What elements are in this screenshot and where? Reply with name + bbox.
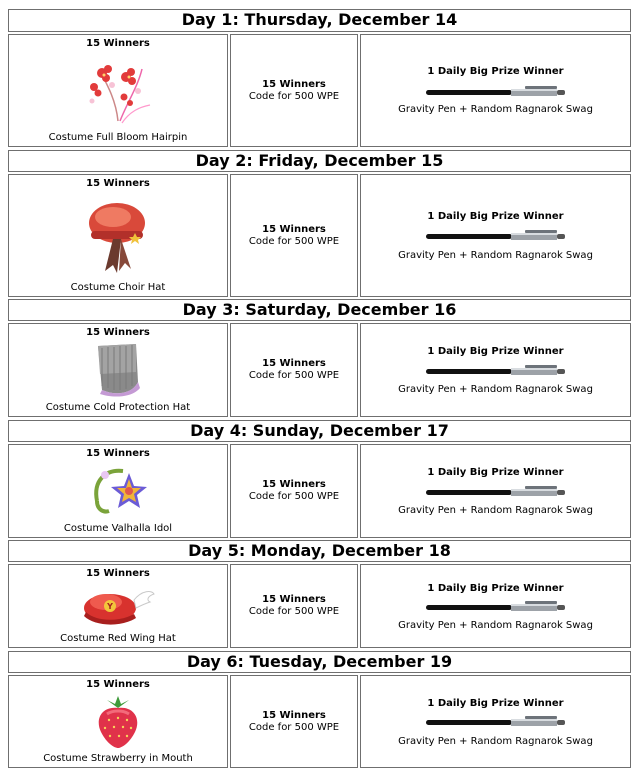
code-winners-count: 15 Winners (262, 479, 326, 490)
code-description: Code for 500 WPE (248, 606, 340, 617)
big-prize-description: Gravity Pen + Random Ragnarok Swag (398, 620, 593, 631)
gravity-pen-icon (425, 85, 567, 99)
day-header: Day 5: Monday, December 18 (8, 540, 631, 562)
code-description: Code for 500 WPE (248, 90, 340, 102)
big-prize-description: Gravity Pen + Random Ragnarok Swag (398, 384, 593, 395)
big-prize-winner-label: 1 Daily Big Prize Winner (427, 211, 564, 222)
winners-count: 15 Winners (86, 178, 150, 189)
code-description: Code for 500 WPE (248, 370, 340, 381)
code-prize-cell (230, 174, 358, 297)
costume-prize-cell (8, 174, 228, 297)
valhalla-idol-icon (83, 461, 153, 521)
big-prize-winner-label: 1 Daily Big Prize Winner (427, 583, 564, 594)
costume-name: Costume Choir Hat (70, 282, 166, 293)
big-prize-cell (360, 174, 631, 297)
red-wing-hat-icon (80, 582, 156, 630)
winners-count: 15 Winners (86, 327, 150, 338)
cold-protection-hat-icon (92, 342, 144, 398)
gravity-pen-icon (425, 715, 567, 729)
big-prize-winner-label: 1 Daily Big Prize Winner (427, 698, 564, 709)
big-prize-cell (360, 444, 631, 538)
costume-name: Costume Full Bloom Hairpin (48, 132, 188, 143)
big-prize-description: Gravity Pen + Random Ragnarok Swag (398, 736, 593, 747)
code-prize-cell (230, 444, 358, 538)
big-prize-cell (360, 34, 631, 147)
costume-prize-cell (8, 675, 228, 768)
costume-name: Costume Cold Protection Hat (45, 402, 191, 413)
code-winners-count: 15 Winners (262, 709, 326, 721)
day-header: Day 4: Sunday, December 17 (8, 420, 631, 442)
day-header: Day 1: Thursday, December 14 (8, 9, 631, 32)
day-header: Day 6: Tuesday, December 19 (8, 651, 631, 673)
strawberry-icon (93, 694, 143, 748)
code-prize-cell (230, 675, 358, 768)
big-prize-winner-label: 1 Daily Big Prize Winner (427, 346, 564, 357)
day-header: Day 2: Friday, December 15 (8, 150, 631, 172)
big-prize-cell (360, 323, 631, 417)
costume-name: Costume Red Wing Hat (60, 633, 176, 644)
costume-prize-cell (8, 444, 228, 538)
code-prize-cell (230, 34, 358, 147)
svg-text:Y: Y (107, 602, 113, 611)
code-prize-cell (230, 564, 358, 648)
choir-hat-icon (83, 193, 153, 275)
code-prize-cell (230, 323, 358, 417)
big-prize-winner-label: 1 Daily Big Prize Winner (427, 66, 564, 77)
code-winners-count: 15 Winners (262, 223, 326, 235)
day-header: Day 3: Saturday, December 16 (8, 299, 631, 321)
gravity-pen-icon (425, 600, 567, 614)
costume-name: Costume Strawberry in Mouth (43, 753, 193, 764)
gravity-pen-icon (425, 485, 567, 499)
code-winners-count: 15 Winners (262, 594, 326, 605)
big-prize-description: Gravity Pen + Random Ragnarok Swag (398, 104, 593, 115)
code-winners-count: 15 Winners (262, 358, 326, 369)
costume-prize-cell (8, 564, 228, 648)
costume-name: Costume Valhalla Idol (63, 523, 173, 534)
big-prize-cell (360, 675, 631, 768)
code-description: Code for 500 WPE (248, 721, 340, 733)
big-prize-winner-label: 1 Daily Big Prize Winner (427, 467, 564, 478)
big-prize-description: Gravity Pen + Random Ragnarok Swag (398, 505, 593, 516)
winners-count: 15 Winners (86, 679, 150, 690)
gravity-pen-icon (425, 364, 567, 378)
code-description: Code for 500 WPE (248, 491, 340, 502)
costume-prize-cell (8, 323, 228, 417)
winners-count: 15 Winners (86, 568, 150, 579)
big-prize-cell (360, 564, 631, 648)
big-prize-description: Gravity Pen + Random Ragnarok Swag (398, 250, 593, 261)
flower-hairpin-icon (78, 51, 158, 131)
code-winners-count: 15 Winners (262, 78, 326, 90)
costume-prize-cell (8, 34, 228, 147)
gravity-pen-icon (425, 229, 567, 243)
code-description: Code for 500 WPE (248, 235, 340, 247)
winners-count: 15 Winners (86, 38, 150, 49)
winners-count: 15 Winners (86, 448, 150, 459)
